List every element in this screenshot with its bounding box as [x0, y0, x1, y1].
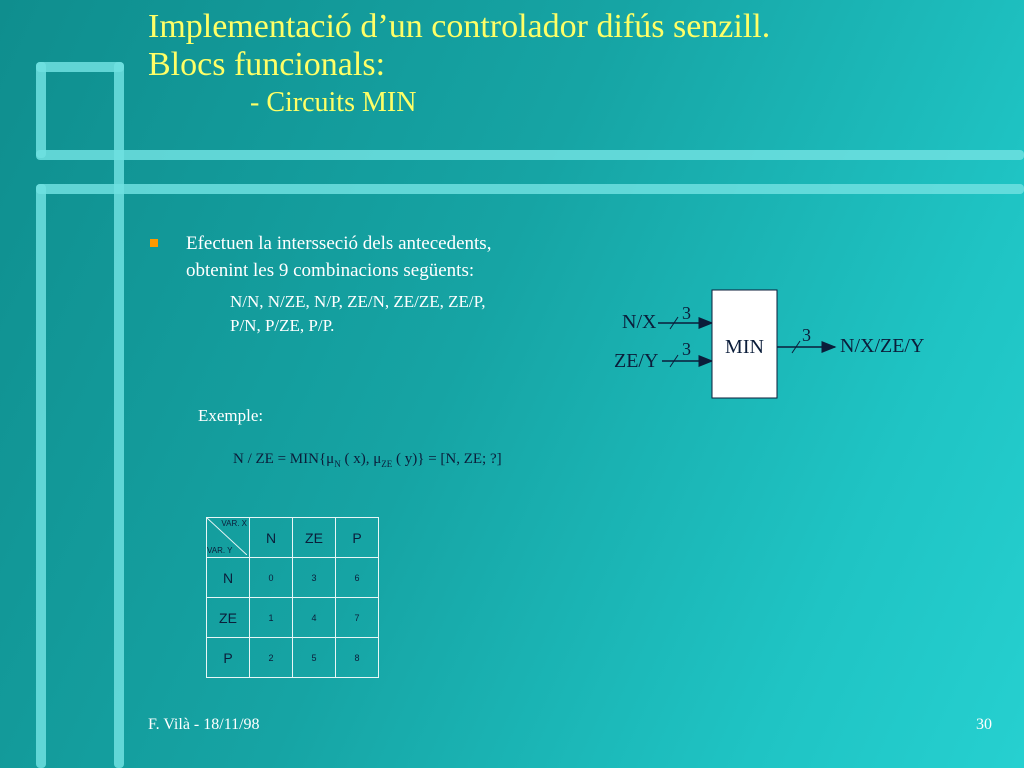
example-formula — [233, 451, 502, 469]
table-cell: 2 — [250, 638, 293, 678]
frame-line-top-horizontal — [36, 62, 124, 72]
frame-line-outer-vertical — [36, 184, 46, 768]
example-label: Exemple: — [198, 406, 264, 425]
frame-line-inner-vertical — [114, 62, 124, 768]
output-bus-width: 3 — [802, 325, 811, 345]
bullet-point — [150, 230, 580, 284]
table-row — [207, 598, 379, 638]
table-header-row — [207, 518, 379, 558]
input-2-label: ZE/Y — [614, 350, 659, 372]
table-row — [207, 558, 379, 598]
min-block-label: MIN — [725, 336, 764, 358]
title-line-3: - Circuits MIN — [250, 87, 417, 118]
bullet-marker-icon — [150, 239, 158, 247]
formula-mid: ( x), μ — [340, 451, 382, 467]
title-line-1: Implementació d’un controlador difús senzill. — [148, 8, 771, 45]
corner-var-y-label: VAR. Y — [207, 546, 233, 555]
table-row — [207, 638, 379, 678]
column-header-ze: ZE — [293, 518, 336, 558]
input-1-group — [622, 303, 712, 333]
table-cell: 8 — [336, 638, 379, 678]
formula-subscript-ze: ZE — [381, 459, 393, 469]
bullet-text — [150, 230, 580, 284]
table-cell: 7 — [336, 598, 379, 638]
combinations-line-2: P/N, P/ZE, P/P. — [230, 316, 335, 335]
footer-author-date: F. Vilà - 18/11/98 — [148, 716, 260, 733]
input-1-bus-width: 3 — [682, 303, 691, 323]
output-group — [777, 325, 924, 357]
row-header-ze: ZE — [207, 598, 250, 638]
frame-line-lower-horizontal — [36, 184, 1024, 194]
footer-page-number: 30 — [976, 716, 992, 733]
output-label: N/X/ZE/Y — [840, 335, 925, 357]
formula-subscript-n: N — [334, 459, 341, 469]
table-cell: 3 — [293, 558, 336, 598]
combinations-list — [230, 290, 550, 338]
frame-line-top-vertical — [36, 62, 46, 158]
min-block-diagram — [600, 285, 930, 405]
input-1-label: N/X — [622, 311, 657, 333]
bullet-text-line-2: obtenint les 9 combinacions següents: — [186, 260, 475, 281]
table-corner-cell — [207, 518, 250, 558]
input-2-group — [614, 339, 712, 372]
table-cell: 0 — [250, 558, 293, 598]
corner-var-x-label: VAR. X — [221, 519, 247, 528]
table-cell: 4 — [293, 598, 336, 638]
combinations-line-1: N/N, N/ZE, N/P, ZE/N, ZE/ZE, ZE/P, — [230, 292, 486, 311]
title-line-2: Blocs funcionals: — [148, 46, 386, 83]
bullet-text-line-1: Efectuen la intersseció dels antecedents, — [186, 233, 492, 254]
formula-lhs: N / ZE = MIN{μ — [233, 451, 335, 467]
slide-title — [148, 8, 770, 122]
table-cell: 6 — [336, 558, 379, 598]
frame-line-mid-horizontal — [36, 150, 1024, 160]
row-header-n: N — [207, 558, 250, 598]
input-2-bus-width: 3 — [682, 339, 691, 359]
row-header-p: P — [207, 638, 250, 678]
combinations-table — [206, 517, 379, 678]
column-header-p: P — [336, 518, 379, 558]
table-cell: 5 — [293, 638, 336, 678]
column-header-n: N — [250, 518, 293, 558]
min-block — [712, 290, 777, 398]
table-cell: 1 — [250, 598, 293, 638]
formula-rhs: ( y)} = [N, ZE; ?] — [392, 451, 502, 467]
